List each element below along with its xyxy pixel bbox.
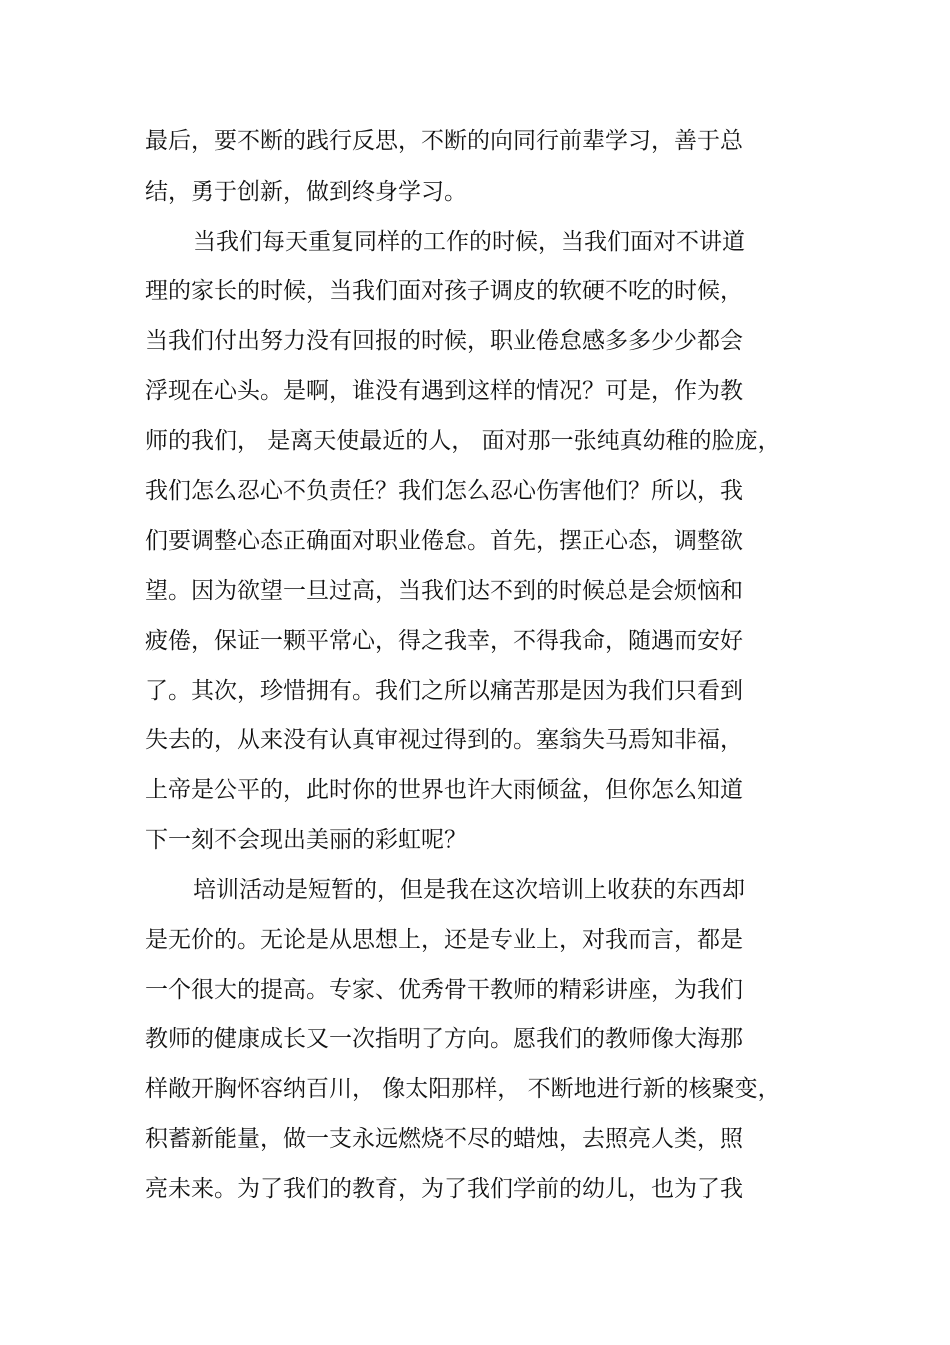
text-line: 最后，要不断的践行反思，不断的向同行前辈学习，善于总: [145, 128, 743, 154]
text-line: 疲倦，保证一颗平常心，得之我幸，不得我命，随遇而安好: [145, 628, 743, 654]
text-line: 上帝是公平的，此时你的世界也许大雨倾盆，但你怎么知道: [145, 777, 743, 803]
text-line: 样敞开胸怀容纳百川， 像太阳那样， 不断地进行新的核聚变，: [145, 1076, 781, 1102]
text-line: 一个很大的提高。专家、优秀骨干教师的精彩讲座，为我们: [145, 977, 743, 1003]
text-line: 是无价的。无论是从思想上，还是专业上，对我而言，都是: [145, 927, 743, 953]
text-line: 浮现在心头。是啊，谁没有遇到这样的情况？可是，作为教: [145, 378, 743, 404]
text-line: 们要调整心态正确面对职业倦怠。首先，摆正心态，调整欲: [145, 528, 743, 554]
text-line: 教师的健康成长又一次指明了方向。愿我们的教师像大海那: [145, 1026, 743, 1052]
text-line: 师的我们， 是离天使最近的人， 面对那一张纯真幼稚的脸庞，: [145, 428, 781, 454]
paragraph-start-line: 当我们每天重复同样的工作的时候，当我们面对不讲道: [193, 229, 745, 255]
text-line: 下一刻不会现出美丽的彩虹呢？: [145, 827, 467, 853]
text-line: 亮未来。为了我们的教育，为了我们学前的幼儿，也为了我: [145, 1176, 743, 1202]
text-line: 结，勇于创新，做到终身学习。: [145, 179, 467, 205]
text-line: 理的家长的时候，当我们面对孩子调皮的软硬不吃的时候，: [145, 278, 743, 304]
text-line: 望。因为欲望一旦过高，当我们达不到的时候总是会烦恼和: [145, 578, 743, 604]
paragraph-start-line: 培训活动是短暂的，但是我在这次培训上收获的东西却: [193, 877, 745, 903]
text-line: 失去的，从来没有认真审视过得到的。塞翁失马焉知非福，: [145, 727, 743, 753]
text-line: 了。其次，珍惜拥有。我们之所以痛苦那是因为我们只看到: [145, 678, 743, 704]
text-line: 积蓄新能量，做一支永远燃烧不尽的蜡烛，去照亮人类，照: [145, 1126, 743, 1152]
text-line: 当我们付出努力没有回报的时候，职业倦怠感多多少少都会: [145, 328, 743, 354]
text-line: 我们怎么忍心不负责任？我们怎么忍心伤害他们？所以，我: [145, 478, 743, 504]
